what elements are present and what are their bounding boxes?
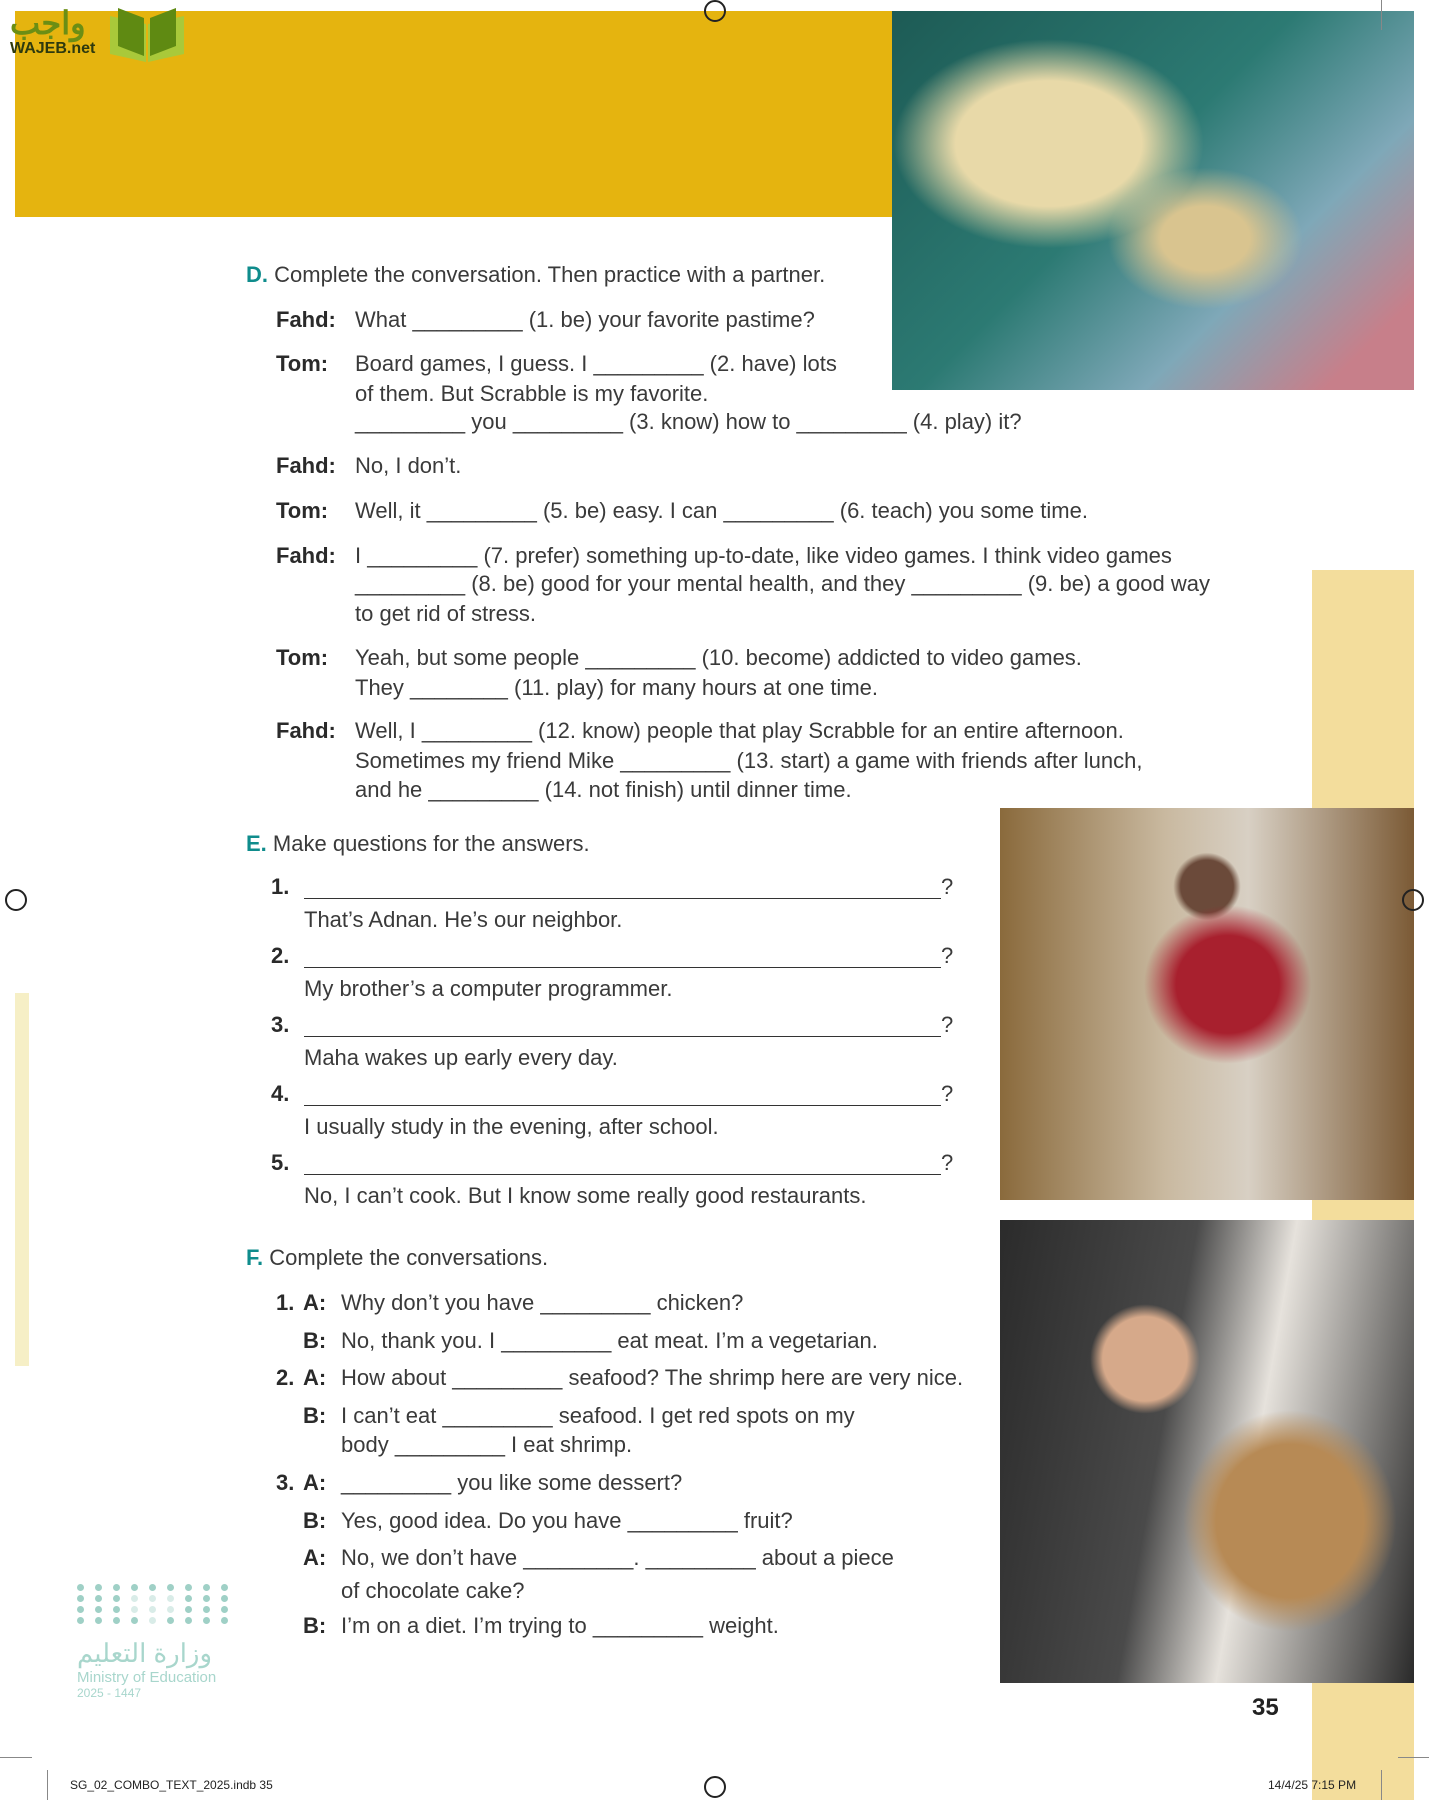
dialogue-line: body _________ I eat shrimp.	[341, 1432, 633, 1457]
question-blank[interactable]	[304, 1081, 941, 1106]
question-mark: ?	[941, 1150, 954, 1175]
dialogue-line: of chocolate cake?	[341, 1578, 525, 1603]
dialogue-line: to get rid of stress.	[355, 601, 536, 626]
dot	[221, 1584, 228, 1591]
ministry-english: Ministry of Education	[77, 1669, 217, 1686]
dialogue-line: Well, I _________ (12. know) people that play Scrabble for an entire afternoon.	[355, 718, 1124, 743]
item-number: 3.	[271, 1012, 290, 1037]
registration-mark-icon	[704, 0, 726, 22]
question-mark: ?	[941, 943, 954, 968]
section-heading	[246, 831, 590, 857]
question-mark: ?	[941, 874, 954, 899]
dot	[221, 1595, 228, 1602]
speaker-label: Fahd:	[276, 307, 336, 332]
crop-mark	[1398, 1757, 1429, 1758]
dialogue-line: How about _________ seafood? The shrimp here are very nice.	[341, 1365, 964, 1390]
dot	[221, 1606, 228, 1613]
speaker-label: Tom:	[276, 351, 329, 376]
ministry-logo	[77, 1584, 247, 1700]
dialogue-line: No, I don’t.	[355, 453, 462, 478]
logo-latin: WAJEB.net	[10, 40, 96, 57]
section-heading	[246, 262, 825, 288]
dialogue-line: and he _________ (14. not finish) until dinner time.	[355, 777, 852, 802]
answer-text: My brother’s a computer programmer.	[304, 976, 673, 1001]
dialogue-line: _________ (8. be) good for your mental health, and they _________ (9. be) a good way	[355, 571, 1210, 596]
wajeb-logo	[10, 6, 95, 58]
dot	[131, 1617, 138, 1624]
page-number: 35	[1252, 1694, 1279, 1721]
speaker-label: Tom:	[276, 645, 329, 670]
dot	[167, 1584, 174, 1591]
item-number: 1.	[276, 1290, 295, 1315]
dot	[95, 1595, 102, 1602]
dot	[149, 1617, 156, 1624]
dialogue-line: I can’t eat _________ seafood. I get red spots on my	[341, 1403, 855, 1428]
speaker-label: Tom:	[276, 498, 329, 523]
dot	[95, 1584, 102, 1591]
footer-date: 14/4/25 7:15 PM	[1268, 1778, 1357, 1792]
dialogue-line: Sometimes my friend Mike _________ (13. start) a game with friends after lunch,	[355, 748, 1143, 773]
item-number: 2.	[271, 943, 290, 968]
dot	[113, 1606, 120, 1613]
dot	[221, 1617, 228, 1624]
item-number: 4.	[271, 1081, 290, 1106]
dot	[185, 1584, 192, 1591]
instruction: Make questions for the answers.	[272, 831, 590, 856]
speaker-label: Fahd:	[276, 453, 336, 478]
item-number: 2.	[276, 1365, 295, 1390]
item-number: 5.	[271, 1150, 290, 1175]
dialogue-line: _________ you like some dessert?	[341, 1470, 683, 1495]
speaker-label: B:	[303, 1328, 327, 1353]
section-heading	[246, 1245, 548, 1271]
dot	[113, 1595, 120, 1602]
dialogue-line: They ________ (11. play) for many hours at one time.	[355, 675, 878, 700]
dot	[185, 1617, 192, 1624]
item-number: 3.	[276, 1470, 295, 1495]
registration-mark-icon	[704, 1776, 726, 1798]
dialogue-line: Well, it _________ (5. be) easy. I can _________ (6. teach) you some time.	[355, 498, 1088, 523]
dialogue-line: Why don’t you have _________ chicken?	[341, 1290, 744, 1315]
dot	[203, 1584, 210, 1591]
question-mark: ?	[941, 1081, 954, 1106]
dot	[149, 1584, 156, 1591]
dialogue-line: Board games, I guess. I _________ (2. have) lots	[355, 351, 837, 376]
speaker-label: Fahd:	[276, 543, 336, 568]
speaker-label: A:	[303, 1545, 327, 1570]
registration-mark-icon	[5, 889, 27, 911]
registration-mark-icon	[1402, 889, 1424, 911]
answer-text: Maha wakes up early every day.	[304, 1045, 618, 1070]
dot	[95, 1617, 102, 1624]
ministry-dots-icon	[77, 1584, 247, 1624]
dot	[113, 1584, 120, 1591]
dot	[185, 1606, 192, 1613]
ministry-year: 2025 - 1447	[77, 1686, 142, 1700]
speaker-label: B:	[303, 1613, 327, 1638]
scrabble-photo	[892, 11, 1414, 390]
dot	[167, 1617, 174, 1624]
dot	[203, 1595, 210, 1602]
section-letter: E.	[246, 831, 267, 856]
dialogue-line: No, thank you. I _________ eat meat. I’m a vegetarian.	[341, 1328, 878, 1353]
instruction: Complete the conversation. Then practice with a partner.	[274, 262, 826, 287]
dot	[131, 1606, 138, 1613]
dot	[185, 1595, 192, 1602]
dot	[77, 1595, 84, 1602]
crop-mark	[1381, 0, 1382, 30]
item-number: 1.	[271, 874, 290, 899]
instruction: Complete the conversations.	[269, 1245, 549, 1270]
ministry-arabic: وزارة التعليم	[77, 1638, 213, 1668]
answer-text: No, I can’t cook. But I know some really good restaurants.	[304, 1183, 867, 1208]
crop-mark	[47, 1770, 48, 1800]
speaker-label: A:	[303, 1290, 327, 1315]
book-icon	[108, 6, 186, 62]
dot	[203, 1606, 210, 1613]
footer-file: SG_02_COMBO_TEXT_2025.indb 35	[70, 1778, 273, 1792]
answer-text: That’s Adnan. He’s our neighbor.	[304, 907, 623, 932]
restaurant-photo	[1000, 1220, 1414, 1683]
library-student-photo	[1000, 808, 1414, 1200]
question-blank[interactable]	[304, 1150, 941, 1175]
dot	[77, 1617, 84, 1624]
dot	[77, 1606, 84, 1613]
dot	[95, 1606, 102, 1613]
dot	[167, 1606, 174, 1613]
section-letter: D.	[246, 262, 268, 287]
dialogue-line: No, we don’t have _________. _________ about a piece	[341, 1545, 894, 1570]
question-blank[interactable]	[304, 943, 941, 968]
speaker-label: B:	[303, 1403, 327, 1428]
section-letter: F.	[246, 1245, 264, 1270]
speaker-label: A:	[303, 1365, 327, 1390]
question-blank[interactable]	[304, 874, 941, 899]
speaker-label: B:	[303, 1508, 327, 1533]
speaker-label: Fahd:	[276, 718, 336, 743]
question-mark: ?	[941, 1012, 954, 1037]
dot	[77, 1584, 84, 1591]
dialogue-line: I’m on a diet. I’m trying to _________ weight.	[341, 1613, 779, 1638]
dot	[149, 1606, 156, 1613]
dot	[113, 1617, 120, 1624]
left-strip	[15, 993, 29, 1366]
logo-arabic: واجب	[10, 5, 86, 41]
dot	[203, 1617, 210, 1624]
crop-mark	[1381, 1770, 1382, 1800]
dot	[131, 1584, 138, 1591]
crop-mark	[0, 1757, 32, 1758]
question-blank[interactable]	[304, 1012, 941, 1037]
dialogue-line: What _________ (1. be) your favorite pastime?	[355, 307, 815, 332]
dot	[167, 1595, 174, 1602]
dialogue-line: Yeah, but some people _________ (10. become) addicted to video games.	[355, 645, 1082, 670]
dialogue-line: I _________ (7. prefer) something up-to-date, like video games. I think video games	[355, 543, 1172, 568]
dialogue-line: of them. But Scrabble is my favorite.	[355, 381, 709, 406]
dot	[131, 1595, 138, 1602]
dot	[149, 1595, 156, 1602]
speaker-label: A:	[303, 1470, 327, 1495]
dialogue-line: Yes, good idea. Do you have _________ fruit?	[341, 1508, 793, 1533]
dialogue-line: _________ you _________ (3. know) how to _________ (4. play) it?	[355, 409, 1022, 434]
answer-text: I usually study in the evening, after school.	[304, 1114, 719, 1139]
